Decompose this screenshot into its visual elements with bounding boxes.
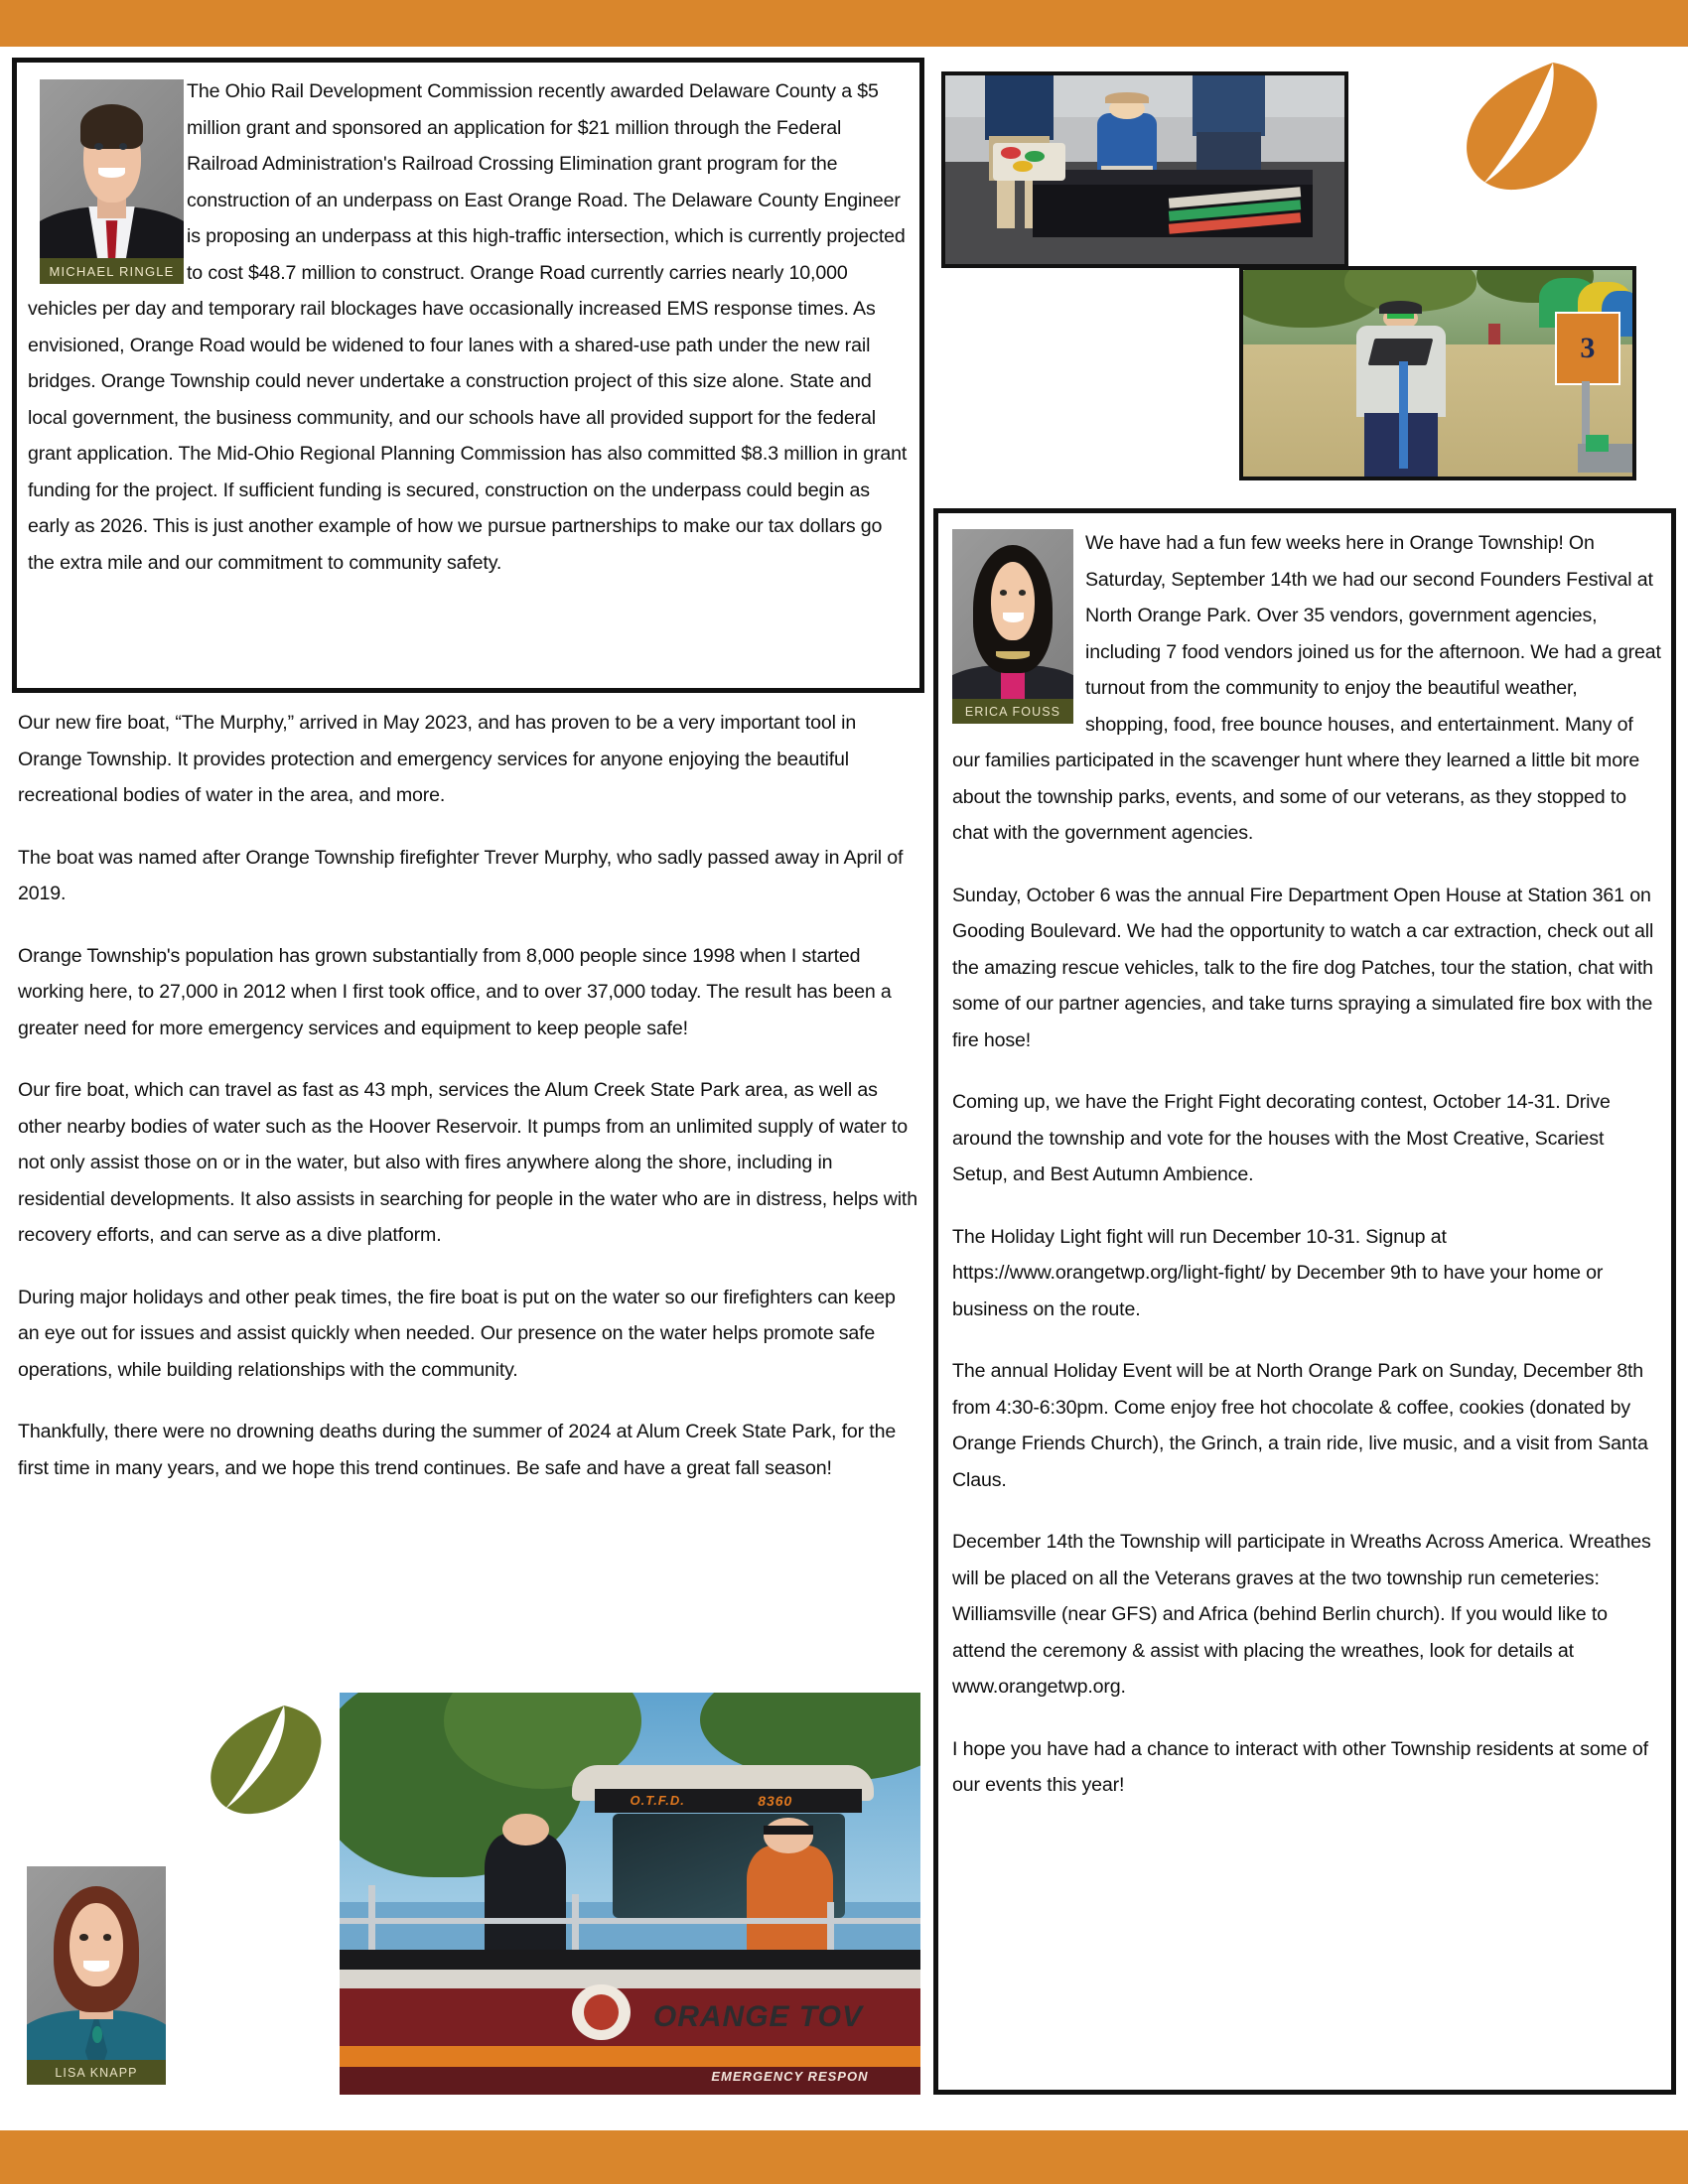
fireboat-paragraph-4: Our fire boat, which can travel as fast as 43 mph, services the Alum Creek State Park area, as well as other nearby bodies of water such as the Hoover Reservoir. It pumps from an unlimited supply of water to not only assist those on or in the water, but also with fires anywhere along the shore, including in residential developments. It also assists in searching for people in the water who are in distress, helps with recovery efforts, and can serve as a dive platform. bbox=[18, 1079, 917, 1246]
founders-festival-kid-photo bbox=[1239, 266, 1636, 480]
founders-festival-game-photo bbox=[941, 71, 1348, 268]
fouss-paragraph-5: The annual Holiday Event will be at North Orange Park on Sunday, December 8th from 4:30-6:30pm. Come enjoy free hot chocolate & coffee, cookies (donated by Orange Friends Church), the Grinch, a train ride, live music, and a visit from Santa Claus. bbox=[952, 1360, 1648, 1491]
boat-hull-sublabel: EMERGENCY RESPON bbox=[711, 2068, 869, 2084]
fouss-paragraph-7: I hope you have had a chance to interact with other Township residents at some of our events this year! bbox=[952, 1737, 1648, 1796]
erica-fouss-caption: ERICA FOUSS bbox=[952, 699, 1073, 724]
michael-ringle-caption: MICHAEL RINGLE bbox=[40, 258, 184, 284]
fireboat-paragraph-6: Thankfully, there were no drowning deaths during the summer of 2024 at Alum Creek State Park, for the first time in many years, and we hope this trend continues. Be safe and have a great fall season! bbox=[18, 1421, 897, 1479]
fouss-article-box bbox=[933, 508, 1676, 2095]
bottom-orange-bar bbox=[0, 2130, 1688, 2184]
fireboat-paragraph-1: Our new fire boat, “The Murphy,” arrived in May 2023, and has proven to be a very important tool in Orange Township. It provides protection and emergency services for anyone enjoying the beautiful recreational bodies of water in the area, and more. bbox=[18, 712, 857, 806]
fireboat-paragraph-3: Orange Township's population has grown substantially from 8,000 people since 1998 when I started working here, to 27,000 in 2012 when I first took office, and to over 37,000 today. The result has been a greater need for more emergency services and equipment to keep people safe! bbox=[18, 944, 892, 1039]
boat-hull-label: ORANGE TOV bbox=[652, 1999, 864, 2033]
ringle-article-text bbox=[28, 73, 912, 581]
ringle-paragraph: The Ohio Rail Development Commission recently awarded Delaware County a $5 million grant and sponsored an application for $21 million through the Federal Railroad Administration's Railroad Crossing Elimination grant program for the construction of an underpass on East Orange Road. The Delaware County Engineer is proposing an underpass at this high-traffic intersection, which is currently projected to cost $48.7 million to construct. Orange Road currently carries nearly 10,000 vehicles per day and temporary rail blockages have occasionally increased EMS response times. As envisioned, Orange Road would be widened to four lanes with a shared-use path under the new rail bridges. Orange Township could never undertake a construction project of this size alone. State and local government, the business community, and our schools have all provided support for the federal grant application. The Mid-Ohio Regional Planning Commission has also committed $8.3 million in grant funding for the project. If sufficient funding is secured, construction on the underpass could begin as early as 2026. This is just another example of how we pursue partnerships to make our tax dollars go the extra mile and our commitment to community safety. bbox=[28, 80, 908, 574]
fouss-paragraph-6: December 14th the Township will participate in Wreaths Across America. Wreathes will be placed on all the Veterans graves at the two township run cemeteries: Williamsville (near GFS) and Africa (behind Berlin church). If you would like to attend the ceremony & assist with placing the wreathes, look for details at www.orangetwp.org. bbox=[952, 1531, 1651, 1698]
fireboat-paragraph-2: The boat was named after Orange Township firefighter Trever Murphy, who sadly passed away in April of 2019. bbox=[18, 846, 904, 904]
fouss-paragraph-1: We have had a fun few weeks here in Orange Township! On Saturday, September 14th we had our second Founders Festival at North Orange Park. Over 35 vendors, government agencies, including 7 food vendors joined us for the afternoon. We had a great turnout from the community to enjoy the beautiful weather, shopping, food, free bounce houses, and entertainment. Many of our families participated in the scavenger hunt where they learned a little bit more about the township parks, events, and some of our veterans, as they stopped to chat with the government agencies. bbox=[952, 532, 1661, 844]
leaf-logo-green-icon bbox=[204, 1700, 338, 1817]
fireboat-paragraph-5: During major holidays and other peak times, the fire boat is put on the water so our firefighters can keep an eye out for issues and assist quickly when needed. Our presence on the water helps promote safe operations, while building relationships with the community. bbox=[18, 1286, 896, 1381]
festival-sign-number: 3 bbox=[1580, 332, 1596, 365]
lisa-knapp-caption: LISA KNAPP bbox=[27, 2060, 166, 2085]
fireboat-article bbox=[18, 705, 918, 1486]
lisa-knapp-photo bbox=[27, 1866, 166, 2085]
top-orange-bar bbox=[0, 0, 1688, 47]
fouss-paragraph-4: The Holiday Light fight will run December 10-31. Signup at https://www.orangetwp.org/light-fight/ by December 9th to have your home or business on the route. bbox=[952, 1225, 1604, 1320]
fouss-paragraph-3: Coming up, we have the Fright Fight decorating contest, October 14-31. Drive around the township and vote for the houses with the Most Creative, Scariest Setup, and Best Autumn Ambience. bbox=[952, 1091, 1611, 1185]
erica-fouss-photo bbox=[952, 529, 1073, 724]
leaf-logo-orange-icon bbox=[1458, 55, 1617, 194]
ringle-article-box bbox=[12, 58, 924, 693]
fire-boat-photo bbox=[340, 1693, 920, 2095]
boat-roof-label-right: 8360 bbox=[758, 1793, 793, 1810]
fouss-paragraph-2: Sunday, October 6 was the annual Fire Department Open House at Station 361 on Gooding Boulevard. We had the opportunity to watch a car extraction, check out all the amazing rescue vehicles, talk to the fire dog Patches, tour the station, chat with some of our partner agencies, and take turns spraying a simulated fire box with the fire hose! bbox=[952, 884, 1654, 1051]
boat-roof-label-left: O.T.F.D. bbox=[630, 1793, 685, 1809]
